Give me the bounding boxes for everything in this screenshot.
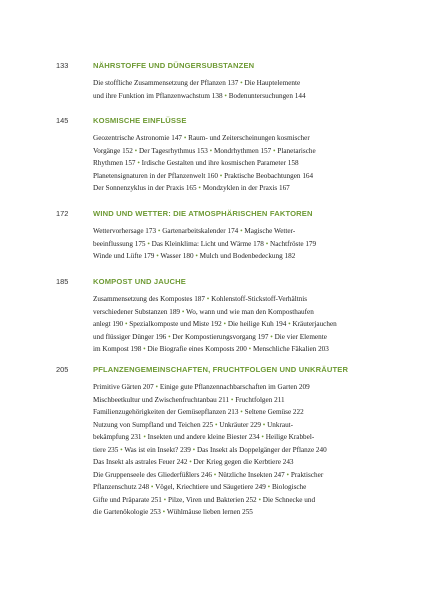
separator-dot: •	[240, 227, 243, 235]
entry-line	[93, 90, 402, 103]
section-page-number: 185	[56, 277, 69, 286]
toc-entry: Wettervorhersage 173	[93, 227, 157, 235]
entry-line	[93, 157, 402, 170]
entry-line	[93, 506, 402, 519]
toc-entry: Heilige Krabbel-	[265, 433, 315, 441]
toc-entry: Die Biografie eines Komposts 200	[147, 345, 247, 353]
toc-entry: Mondrhythmen 157	[213, 146, 272, 155]
section-entries	[93, 293, 402, 356]
separator-dot: •	[214, 420, 218, 429]
section-page-number: 133	[56, 61, 69, 70]
separator-dot: •	[230, 395, 234, 404]
toc-entry: Nützliche Insekten 247	[218, 470, 285, 479]
separator-dot: •	[156, 252, 159, 260]
toc-entry: Geozentrische Astronomie 147	[93, 134, 183, 142]
toc-entry: Die Hauptelemente	[244, 79, 301, 87]
toc-entry: Der Sonnenzyklus in der Praxis 165	[93, 184, 197, 192]
toc-entry: Zusammensetzung des Kompostes 187	[93, 295, 205, 303]
separator-dot: •	[124, 320, 128, 328]
section-entries	[93, 381, 402, 519]
separator-dot: •	[181, 307, 185, 316]
toc-entry: Raum- und Zeiterscheinungen kosmischer	[188, 134, 310, 142]
separator-dot: •	[286, 470, 290, 479]
separator-dot: •	[209, 146, 213, 155]
toc-entry: Die Gruppenseele des Gliederfüßlers 246	[93, 470, 212, 479]
toc-entry: und ihre Funktion im Pflanzenwachstum 138	[93, 91, 223, 100]
separator-dot: •	[189, 458, 192, 466]
entry-line	[93, 481, 402, 494]
separator-dot: •	[168, 332, 171, 341]
toc-section-kompost-und-jauche	[56, 277, 402, 356]
toc-entry: verschiedener Substanzen 189	[93, 307, 181, 316]
separator-dot: •	[267, 483, 271, 491]
entry-line	[93, 343, 402, 356]
toc-entry: Unkraut-	[267, 420, 294, 429]
toc-entry: Spezialkomposte und Miste 192	[129, 320, 222, 328]
toc-entry: Nutzung von Sumpfland und Teichen 225	[93, 420, 214, 429]
toc-entry: Die Schnecke und	[262, 495, 316, 504]
toc-entry: Seltene Gemüse 222	[244, 408, 304, 416]
toc-entry: Kohlenstoff-Stickstoff-Verhältnis	[211, 295, 308, 303]
section-page-number: 145	[56, 116, 69, 125]
entry-line	[93, 331, 402, 344]
separator-dot: •	[155, 383, 159, 391]
toc-entry: Gifte und Präparate 251	[93, 495, 162, 504]
entry-line	[93, 225, 402, 238]
toc-entry: Die stoffliche Zusammensetzung der Pflanzen 137	[93, 79, 239, 87]
toc-entry: Unkräuter 229	[219, 420, 261, 429]
entry-line	[93, 494, 402, 507]
toc-entry: Vorgänge 152	[93, 146, 133, 155]
separator-dot: •	[213, 470, 217, 479]
section-title: NÄHRSTOFFE UND DÜNGERSUBSTANZEN	[93, 61, 255, 70]
separator-dot: •	[261, 433, 264, 441]
toc-entry: Der Krieg gegen die Kerbtiere 243	[193, 458, 294, 466]
separator-dot: •	[273, 146, 276, 155]
toc-entry: Irdische Gestalten und ihre kosmischen Parameter 158	[141, 159, 299, 167]
entry-line	[93, 381, 402, 394]
toc-entry: Familienzugehörigkeiten der Gemüsepflanzen 213	[93, 408, 239, 416]
entry-line	[93, 170, 402, 183]
entry-line	[93, 293, 402, 306]
toc-entry: Pilze, Viren und Bakterien 252	[167, 495, 257, 504]
toc-entry: Mondzyklen in der Praxis 167	[202, 184, 290, 192]
separator-dot: •	[240, 408, 243, 416]
toc-entry: und flüssiger Dünger 196	[93, 332, 167, 341]
toc-entry: Die vier Elemente	[274, 332, 327, 341]
entry-line	[93, 444, 402, 457]
toc-entry: Der Kompostierungsvorgang 197	[172, 332, 269, 341]
separator-dot: •	[143, 345, 146, 353]
toc-entry: beeinflussung 175	[93, 239, 146, 248]
separator-dot: •	[157, 227, 161, 235]
section-page-number: 172	[56, 209, 69, 218]
toc-entry: Biologische	[272, 483, 307, 491]
toc-entry: die Gartenökologie 253	[93, 508, 161, 516]
toc-section-kosmische-einfluesse	[56, 116, 402, 195]
toc-entry: Magische Wetter-	[244, 227, 296, 235]
toc-entry: Rhythmen 157	[93, 159, 136, 167]
separator-dot: •	[240, 79, 243, 87]
separator-dot: •	[288, 320, 291, 328]
separator-dot: •	[265, 239, 269, 248]
toc-entry: Mischbeetkultur und Zwischenfruchtanbau 211	[93, 395, 230, 404]
toc-entry: Mulch und Bodenbedeckung 182	[199, 252, 296, 260]
toc-entry: Was ist ein Insekt? 239	[124, 445, 191, 454]
toc-entry: Gartenarbeitskalender 174	[162, 227, 239, 235]
entry-line	[93, 145, 402, 158]
section-title: PFLANZENGEMEINSCHAFTEN, FRUCHTFOLGEN UND UNKRÄUTER	[93, 365, 349, 374]
separator-dot: •	[219, 171, 223, 180]
entry-line	[93, 306, 402, 319]
entry-line	[93, 431, 402, 444]
separator-dot: •	[163, 495, 167, 504]
separator-dot: •	[224, 91, 227, 100]
entry-line	[93, 456, 402, 469]
separator-dot: •	[183, 134, 187, 142]
entry-line	[93, 77, 402, 90]
toc-entry: Bodenuntersuchungen 144	[228, 91, 306, 100]
section-entries	[93, 132, 402, 195]
separator-dot: •	[147, 239, 150, 248]
toc-entry: Praktischer	[290, 470, 324, 479]
toc-entry: tiere 235	[93, 445, 119, 454]
section-title: KOMPOST UND JAUCHE	[93, 277, 186, 286]
separator-dot: •	[137, 159, 140, 167]
entry-line	[93, 469, 402, 482]
toc-entry: Planetarische	[277, 146, 316, 155]
toc-section-naehrstoffe	[56, 61, 402, 102]
toc-entry: Das Insekt als Doppelgänger der Pflanze 240	[196, 445, 327, 454]
toc-entry: Die heilige Kuh 194	[227, 320, 287, 328]
separator-dot: •	[195, 252, 198, 260]
toc-entry: Wasser 180	[160, 252, 194, 260]
toc-section-pflanzengemeinschaften	[56, 365, 402, 519]
separator-dot: •	[150, 483, 154, 491]
separator-dot: •	[270, 332, 273, 341]
toc-entry: Vögel, Kriechtiere und Säugetiere 249	[155, 483, 266, 491]
toc-entry: im Kompost 198	[93, 345, 142, 353]
toc-entry: Wo, wann und wie man den Komposthaufen	[186, 307, 314, 316]
separator-dot: •	[143, 433, 146, 441]
toc-entry: Winde und Lüfte 179	[93, 252, 155, 260]
entry-line	[93, 318, 402, 331]
toc-entry: Fruchtfolgen 211	[235, 395, 285, 404]
separator-dot: •	[262, 420, 266, 429]
separator-dot: •	[134, 146, 138, 155]
section-entries	[93, 225, 402, 263]
toc-entry: Praktische Beobachtungen 164	[224, 171, 314, 180]
separator-dot: •	[198, 184, 201, 192]
separator-dot: •	[192, 445, 196, 454]
separator-dot: •	[258, 495, 261, 504]
separator-dot: •	[248, 345, 252, 353]
toc-entry: Der Tagesrhythmus 153	[138, 146, 208, 155]
entry-line	[93, 182, 402, 195]
separator-dot: •	[223, 320, 227, 328]
separator-dot: •	[120, 445, 123, 454]
entry-line	[93, 132, 402, 145]
separator-dot: •	[206, 295, 210, 303]
toc-entry: Insekten und andere kleine Biester 234	[147, 433, 260, 441]
section-entries	[93, 77, 402, 102]
toc-entry: bekämpfung 231	[93, 433, 142, 441]
section-page-number: 205	[56, 365, 69, 374]
toc-entry: Das Kleinklima: Licht und Wärme 178	[151, 239, 264, 248]
section-title: WIND UND WETTER: DIE ATMOSPHÄRISCHEN FAKTOREN	[93, 209, 313, 218]
toc-entry: Primitive Gärten 207	[93, 383, 154, 391]
entry-line	[93, 238, 402, 251]
entry-line	[93, 419, 402, 432]
toc-entry: Planetensignaturen in der Pflanzenwelt 160	[93, 171, 218, 180]
entry-line	[93, 250, 402, 263]
toc-entry: Nachtfröste 179	[270, 239, 317, 248]
toc-section-wind-und-wetter	[56, 209, 402, 263]
separator-dot: •	[162, 508, 166, 516]
toc-entry: Menschliche Fäkalien 203	[253, 345, 329, 353]
entry-line	[93, 406, 402, 419]
toc-entry: Wühlmäuse lieben lernen 255	[166, 508, 253, 516]
toc-entry: Einige gute Pflanzennachbarschaften im Garten 209	[159, 383, 310, 391]
toc-entry: Kräuterjauchen	[292, 320, 337, 328]
entry-line	[93, 394, 402, 407]
toc-entry: Das Insekt als astrales Feuer 242	[93, 458, 188, 466]
toc-entry: anlegt 190	[93, 320, 124, 328]
section-title: KOSMISCHE EINFLÜSSE	[93, 116, 187, 125]
toc-entry: Pflanzenschutz 248	[93, 483, 150, 491]
